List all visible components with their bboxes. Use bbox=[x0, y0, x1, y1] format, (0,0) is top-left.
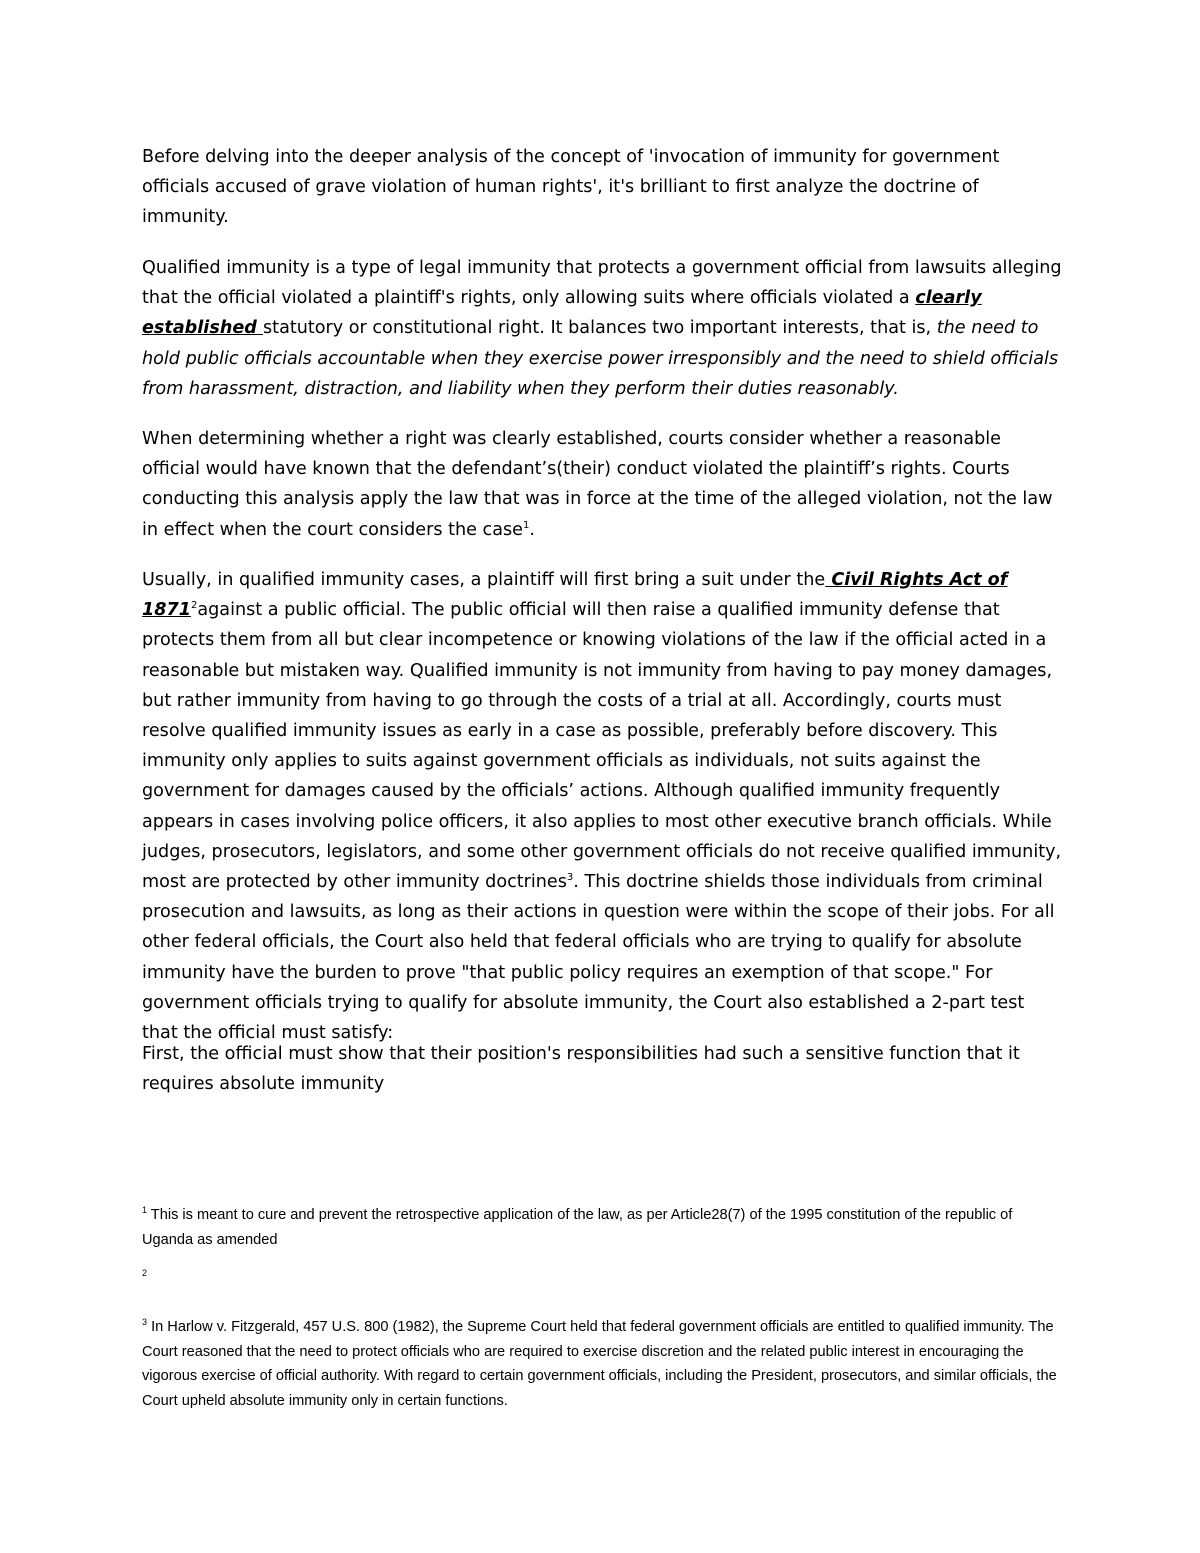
paragraph-civil-rights bbox=[142, 565, 1062, 1048]
footnote-ref-2: 2 bbox=[190, 600, 198, 612]
paragraph-lead-text: Usually, in qualified immunity cases, a plaintiff will first bring a suit under the bbox=[142, 570, 826, 590]
footnote-1 bbox=[142, 1203, 1062, 1252]
paragraph-mid-text: statutory or constitutional right. It balances two important interests, that is, bbox=[263, 318, 937, 339]
footnote-number: 1 bbox=[142, 1205, 148, 1216]
paragraph-first-requirement: First, the official must show that their position's responsibilities had such a sensitive function that it requires absolute immunity bbox=[142, 1044, 1020, 1095]
footnote-text: In Harlow v. Fitzgerald, 457 U.S. 800 (1982), the Supreme Court held that federal government officials are entitled to qualified immunity. The Court reasoned that the need to protect officials who are required to exercise discretion and the related public interest in encouraging the vigorous exercise of official authority. With regard to certain government officials, including the President, prosecutors, and similar officials, the Court upheld absolute immunity only in certain functions. bbox=[142, 1319, 1057, 1409]
paragraph-qualified-immunity bbox=[142, 253, 1062, 404]
footnote-text: This is meant to cure and prevent the retrospective application of the law, as per Article28(7) of the 1995 constitution of the republic of Uganda as amended bbox=[142, 1207, 1013, 1248]
interests-italic-text: the need to hold public officials accountable when they exercise power irresponsibly and the need to shield officials from harassment, distraction, and liability when they perform their duties reasonably. bbox=[142, 318, 1059, 399]
paragraph-lead-text: Qualified immunity is a type of legal immunity that protects a government official from lawsuits alleging that the official violated a plaintiff's rights, only allowing suits where officials violated a bbox=[142, 258, 1062, 309]
paragraph-tail-text: . This doctrine shields those individuals from criminal prosecution and lawsuits, as long as their actions in question were within the scope of their jobs. For all other federal officials, the Court also held that federal officials who are trying to qualify for absolute immunity have the burden to prove "that public policy requires an exemption of that scope." For government officials trying to qualify for absolute immunity, the Court also established a 2-part test that the official must satisfy: bbox=[142, 872, 1055, 1044]
paragraph-text: When determining whether a right was clearly established, courts consider whether a reasonable official would have known that the defendant’s(their) conduct violated the plaintiff’s rights. Courts conducting this analysis apply the law that was in force at the time of the alleged violation, not the law in effect when the court considers the case bbox=[142, 429, 1053, 540]
paragraph-mid-text: against a public official. The public official will then raise a qualified immunity defense that protects them from all but clear incompetence or knowing violations of the law if the official acted in a reasonable but mistaken way. Qualified immunity is not immunity from having to pay money damages, but rather immunity from having to go through the costs of a trial at all. Accordingly, courts must resolve qualified immunity issues as early in a case as possible, preferably before discovery. This immunity only applies to suits against government officials as individuals, not suits against the government for damages caused by the officials’ actions. Although qualified immunity frequently appears in cases involving police officers, it also applies to most other executive branch officials. While judges, prosecutors, legislators, and some other government officials do not receive qualified immunity, most are protected by other immunity doctrines bbox=[142, 600, 1062, 893]
footnote-2 bbox=[142, 1266, 1062, 1291]
footnote-ref-3: 3 bbox=[566, 872, 574, 884]
paragraph-end: . bbox=[529, 519, 535, 540]
footnote-number: 2 bbox=[142, 1268, 148, 1279]
civil-rights-act-emphasis: Civil Rights Act of 1871 bbox=[142, 570, 1008, 621]
footnote-number: 3 bbox=[142, 1317, 148, 1328]
clearly-established-emphasis: clearly established bbox=[142, 288, 982, 339]
footnote-3 bbox=[142, 1315, 1062, 1413]
footnote-ref-1: 1 bbox=[523, 519, 530, 531]
paragraph-clearly-established bbox=[142, 424, 1062, 545]
paragraph-intro: Before delving into the deeper analysis of the concept of 'invocation of immunity for government officials accused of grave violation of human rights', it's brilliant to first analyze the doctrine of immunity. bbox=[142, 147, 1000, 228]
